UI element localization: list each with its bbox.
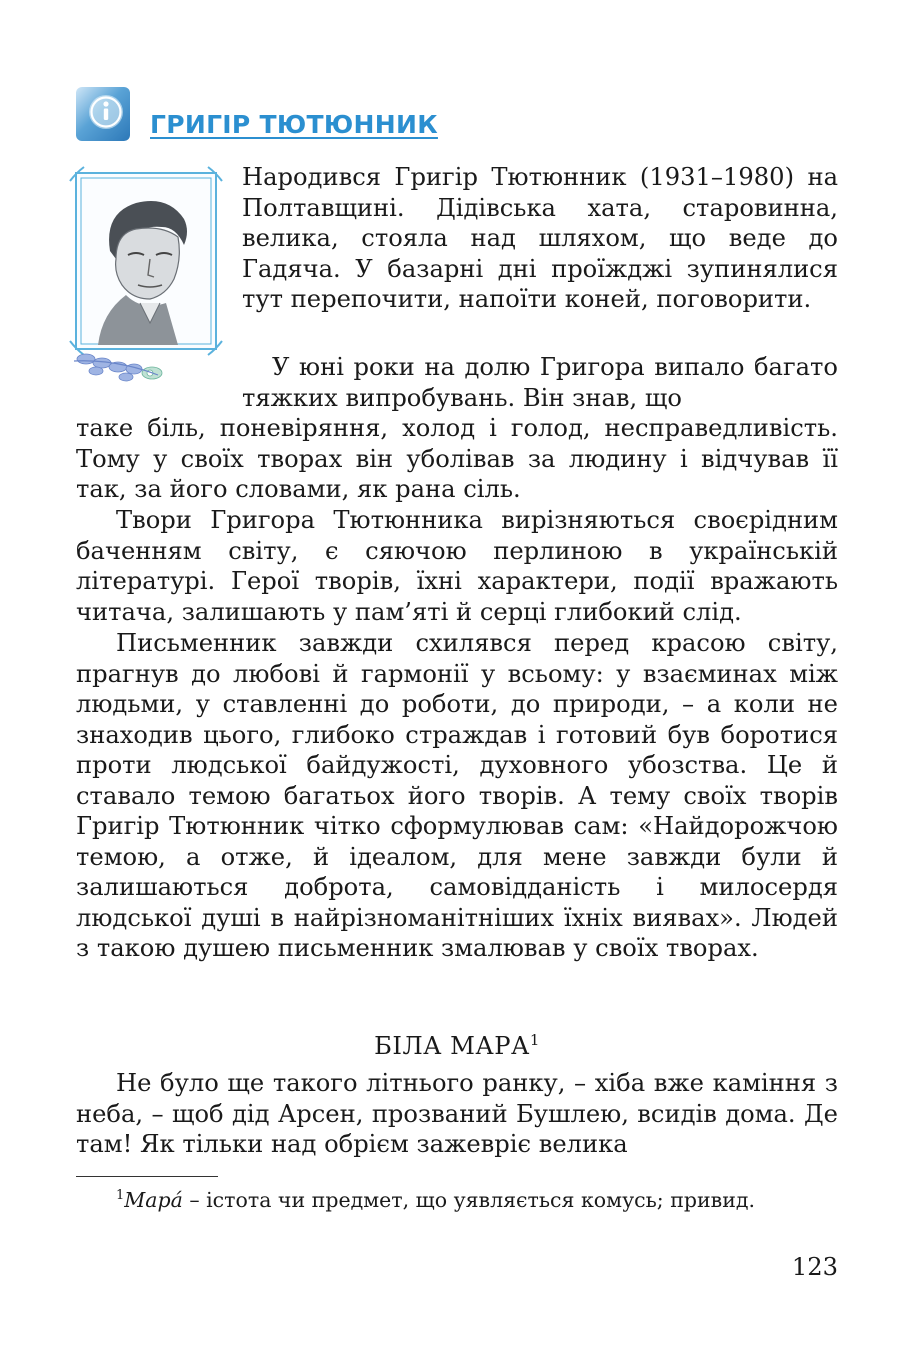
section-heading: [76, 86, 438, 142]
footnote-text: – істота чи предмет, що уявляється комусь; привид.: [182, 1188, 755, 1212]
bio-paragraph-3: Твори Григора Тютюнника вирізняються своєрідним баченням світу, є сяючою перлиною в українській літературі. Герої творів, їхні характери, події вражають читача, залишають у пам’яті й серці глибокий слід.: [76, 506, 838, 626]
bio-paragraph-1: Народився Григір Тютюнник (1931–1980) на Полтавщині. Дідівська хата, старовинна, велика, стояла над шляхом, що веде до Гадяча. У базарні дні проїжджі зупинялися тут перепочити, напоїти коней, поговорити.: [242, 163, 838, 313]
bio-paragraph-2: [76, 352, 838, 505]
story-title: [76, 1025, 838, 1061]
bio-paragraph-2-rest: таке біль, поневіряння, холод і голод, несправедливість. Тому у своїх творах він уболівав за людину і відчував її так, за його словами, як рана сіль.: [76, 414, 838, 503]
story-opening: Не було ще такого літнього ранку, – хіба вже каміння з неба, – щоб дід Арсен, прозваний Бушлею, всидів дома. Де там! Як тільки над обрієм зажевріє велика: [76, 1069, 838, 1158]
footnote-divider: [76, 1176, 218, 1177]
story-title-text: БІЛА МАРА: [374, 1032, 530, 1060]
footnote-marker: 1: [529, 1031, 540, 1049]
bio-paragraph-2-lead: У юні роки на долю Григора випало багато тяжких випробувань. Він знав, що: [242, 353, 838, 412]
footnote: [76, 1180, 838, 1216]
page-number: 123: [791, 1253, 838, 1281]
bio-paragraph-4: Письменник завжди схилявся перед красою світу, прагнув до любові й гармонії у всьому: у взаєминах між людьми, у ставленні до роботи, до природи, – а коли не знаходив цього, глибоко страждав і готовий був боротися проти людської байдужості, духовного убозства. Це й ставало темою багатьох його творів. А тему своїх творів Григір Тютюнник чітко сформулював сам: «Найдорожчою темою, а отже, й ідеалом, для мене завжди були й залишаються доброта, самовідданість і милосердя людської душі в найрізноманітніших їхніх виявах». Людей з такою душею письменник змалював у своїх творах.: [76, 629, 838, 962]
info-icon: [76, 87, 130, 141]
footnote-term: Мара́: [124, 1188, 183, 1212]
page-title: ГРИГІР ТЮТЮННИК: [150, 109, 438, 139]
footnote-number: 1: [116, 1188, 125, 1203]
